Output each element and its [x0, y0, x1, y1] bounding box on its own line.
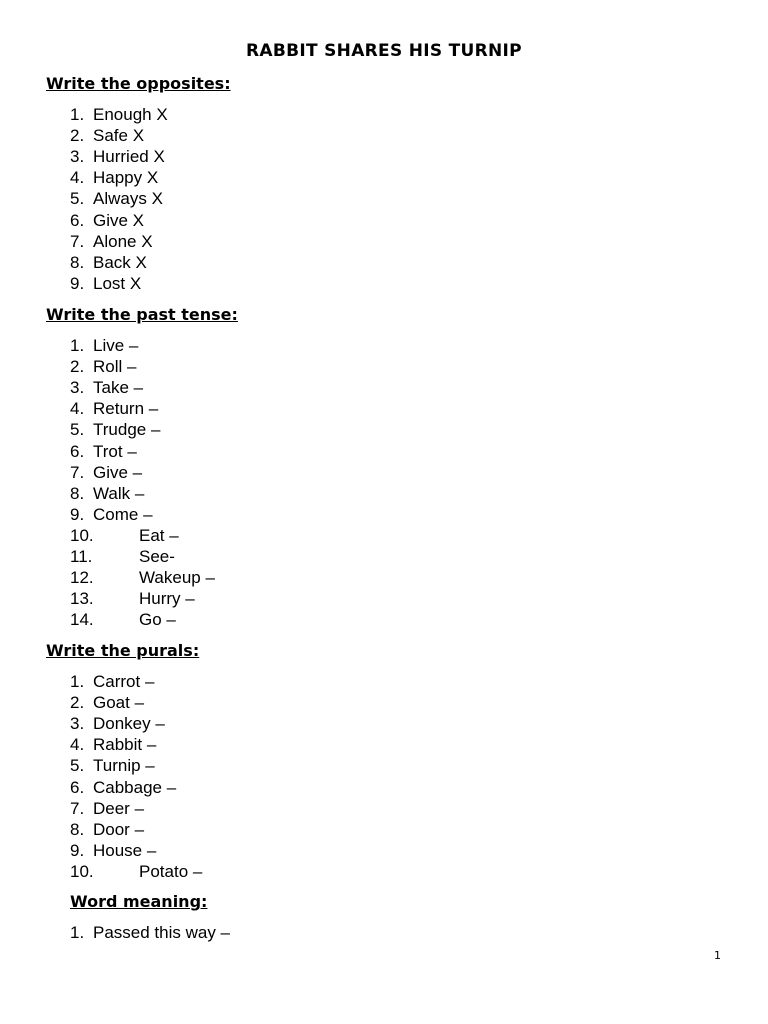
list-item-number: 10. — [70, 525, 94, 545]
list-item-text: Go – — [139, 610, 176, 630]
list-item-text: Trudge – — [93, 420, 161, 440]
page-number: 1 — [714, 949, 721, 962]
list-item-text: House – — [93, 840, 157, 860]
section-heading-plurals: Write the purals: — [46, 641, 200, 660]
list-item-number: 6. — [70, 777, 85, 797]
list-item-text: See- — [139, 547, 175, 566]
list-item-text: Return – — [93, 399, 159, 419]
list-item-text: Wakeup – — [139, 568, 215, 588]
list-item-text: Give X — [93, 210, 145, 230]
list-item-number: 4. — [70, 735, 85, 755]
page-title: RABBIT SHARES HIS TURNIP — [246, 41, 522, 61]
list-item-number: 11. — [70, 547, 93, 566]
list-item-text: Happy X — [93, 168, 159, 188]
list-item-text: Cabbage – — [93, 777, 177, 797]
list-item-number: 1. — [70, 923, 85, 942]
list-item-number: 3. — [70, 147, 85, 167]
list-item-number: 1. — [70, 105, 85, 124]
list-item-number: 9. — [70, 840, 85, 860]
list-item-number: 9. — [70, 504, 85, 524]
list-item-text: Always X — [93, 189, 163, 209]
list-item-number: 4. — [70, 168, 85, 188]
list-item-number: 6. — [70, 441, 85, 461]
list-item-number: 12. — [70, 568, 94, 588]
list-item-text: Potato – — [139, 861, 203, 881]
list-item-text: Donkey – — [93, 714, 165, 734]
list-item-text: Hurry – — [139, 589, 195, 609]
list-item-number: 7. — [70, 798, 85, 818]
list-item-number: 1. — [70, 336, 85, 355]
list-item-number: 8. — [70, 483, 85, 503]
list-item-number: 6. — [70, 210, 85, 230]
list-item-number: 2. — [70, 126, 85, 146]
list-item-text: Deer – — [93, 798, 145, 818]
list-item-text: Come – — [93, 504, 153, 524]
list-item-text: Rabbit – — [93, 735, 157, 755]
list-item-text: Take – — [93, 378, 144, 398]
list-item-text: Lost X — [93, 273, 142, 293]
list-item-number: 8. — [70, 252, 85, 272]
list-item-text: Enough X — [93, 105, 168, 124]
list-item-number: 9. — [70, 273, 85, 293]
list-item-number: 3. — [70, 378, 85, 398]
list-item-text: Back X — [93, 252, 147, 272]
list-item-text: Eat – — [139, 525, 179, 545]
list-item-number: 14. — [70, 610, 94, 630]
list-item-text: Alone X — [93, 231, 153, 251]
list-item-text: Goat – — [93, 693, 145, 713]
list-item-text: Turnip – — [93, 756, 155, 776]
list-item-text: Door – — [93, 819, 145, 839]
list-item-number: 8. — [70, 819, 85, 839]
list-item-text: Safe X — [93, 126, 145, 146]
section-heading-opposites: Write the opposites: — [46, 74, 231, 93]
section-heading-past-tense: Write the past tense: — [46, 305, 238, 324]
list-item-text: Hurried X — [93, 147, 165, 167]
list-item-number: 5. — [70, 756, 85, 776]
list-item-text: Carrot – — [93, 672, 155, 691]
list-item-number: 4. — [70, 399, 85, 419]
list-item-number: 13. — [70, 589, 94, 609]
list-item-text: Roll – — [93, 357, 137, 377]
list-item-text: Walk – — [93, 483, 145, 503]
list-item-number: 10. — [70, 861, 94, 881]
list-item-number: 2. — [70, 357, 85, 377]
list-item-text: Give – — [93, 462, 143, 482]
list-item-number: 2. — [70, 693, 85, 713]
list-item-number: 3. — [70, 714, 85, 734]
list-item-text: Live – — [93, 336, 139, 355]
list-item-number: 7. — [70, 231, 85, 251]
list-item-text: Passed this way – — [93, 923, 231, 942]
list-item-number: 5. — [70, 189, 85, 209]
list-item-number: 5. — [70, 420, 85, 440]
section-heading-word-meaning: Word meaning: — [70, 892, 208, 911]
list-item-text: Trot – — [93, 441, 137, 461]
list-item-number: 1. — [70, 672, 85, 691]
list-item-number: 7. — [70, 462, 85, 482]
